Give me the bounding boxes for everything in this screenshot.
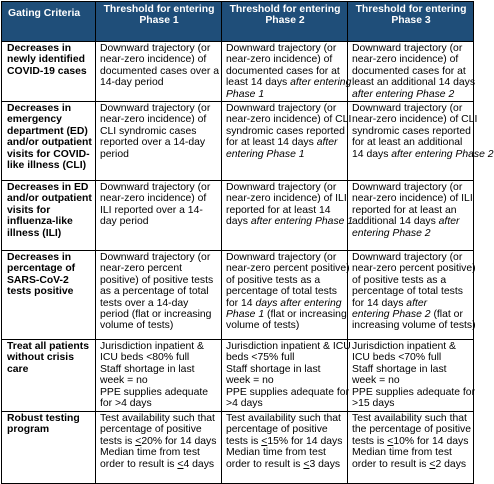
row1-phase2-cell: Downward trajectory (or near-zero incidence) of documented cases for at least 14 days after entering Phase 1 — [222, 42, 348, 102]
header-gating-criteria: Gating Criteria — [2, 2, 96, 42]
row4-phase3-cell: Downward trajectory (or near-zero percent positive) of positive tests as a percentage of total tests for 14 days after entering Phase 2 (flat or increasing volume of tests) — [348, 251, 474, 340]
table-row — [2, 102, 474, 181]
table-header-row — [2, 2, 474, 42]
criterion-tests-positive: Decreases in percentage of SARS-CoV-2 tests positive — [2, 251, 96, 340]
criterion-crisis-care: Treat all patients without crisis care — [2, 340, 96, 412]
row2-phase1-cell: Downward trajectory (or near-zero incidence) of CLI syndromic cases reported over a 14-day period — [96, 102, 222, 181]
row5-phase1-cell: Jurisdiction inpatient & ICU beds <80% full Staff shortage in last week = no PPE supplies adequate for >4 days — [96, 340, 222, 412]
row1-phase1-cell: Downward trajectory (or near-zero incidence) of documented cases over a 14-day period — [96, 42, 222, 102]
header-phase-2: Threshold for entering Phase 2 — [222, 2, 348, 42]
table-row — [2, 181, 474, 251]
row6-phase2-cell: Test availability such that percentage of positive tests is <15% for 14 days Median time from test order to result is <3 days — [222, 412, 348, 484]
table-row — [2, 340, 474, 412]
table-row — [2, 42, 474, 102]
criterion-ed-cli-visits: Decreases in emergency department (ED) and/or outpatient visits for COVID-like illness (CLI) — [2, 102, 96, 181]
gating-criteria-table — [1, 1, 494, 484]
row2-phase3-cell: Downward trajectory (or near-zero incidence) of CLI syndromic cases reported for at least an additional 14 days after entering Phase 2 — [348, 102, 474, 181]
header-phase-3: Threshold for entering Phase 3 — [348, 2, 474, 42]
row6-phase3-cell: Test availability such that the percentage of positive tests is <10% for 14 days Median time from test order to result is <2 days — [348, 412, 474, 484]
row3-phase2-cell: Downward trajectory (or near-zero incidence) of ILI reported for at least 14 days after entering Phase 1 — [222, 181, 348, 251]
row3-phase1-cell: Downward trajectory (or near-zero incidence) of ILI reported over a 14- day period — [96, 181, 222, 251]
row6-phase1-cell: Test availability such that percentage of positive tests is <20% for 14 days Median time from test order to result is <4 days — [96, 412, 222, 484]
table-row — [2, 251, 474, 340]
row4-phase1-cell: Downward trajectory (or near-zero percent positive) of positive tests as a percentage of total tests over a 14-day period (flat or increasing volume of tests) — [96, 251, 222, 340]
row4-phase2-cell: Downward trajectory (or near-zero percent positive) of positive tests as a percentage of total tests for 14 days after entering Phase 1 (flat or increasing volume of tests) — [222, 251, 348, 340]
criterion-new-cases: Decreases in newly identified COVID-19 cases — [2, 42, 96, 102]
row2-phase2-cell: Downward trajectory (or near-zero incidence) of CLI syndromic cases reported for at least 14 days after entering Phase 1 — [222, 102, 348, 181]
criterion-ed-ili-visits: Decreases in ED and/or outpatient visits for influenza-like illness (ILI) — [2, 181, 96, 251]
gating-criteria-table-container — [1, 1, 494, 474]
row5-phase2-cell: Jurisdiction inpatient & ICU beds <75% full Staff shortage in last week = no PPE supplies adequate for >4 days — [222, 340, 348, 412]
row5-phase3-cell: Jurisdiction inpatient & ICU beds <70% full Staff shortage in last week = no PPE supplies adequate for >15 days — [348, 340, 474, 412]
row3-phase3-cell: Downward trajectory (or near-zero incidence) of ILI reported for at least an additional 14 days after entering Phase 2 — [348, 181, 474, 251]
header-phase-1: Threshold for entering Phase 1 — [96, 2, 222, 42]
table-row — [2, 412, 474, 484]
row1-phase3-cell: Downward trajectory (or near-zero incidence) of documented cases for at least an additional 14 days after entering Phase 2 — [348, 42, 474, 102]
criterion-testing-program: Robust testing program — [2, 412, 96, 484]
